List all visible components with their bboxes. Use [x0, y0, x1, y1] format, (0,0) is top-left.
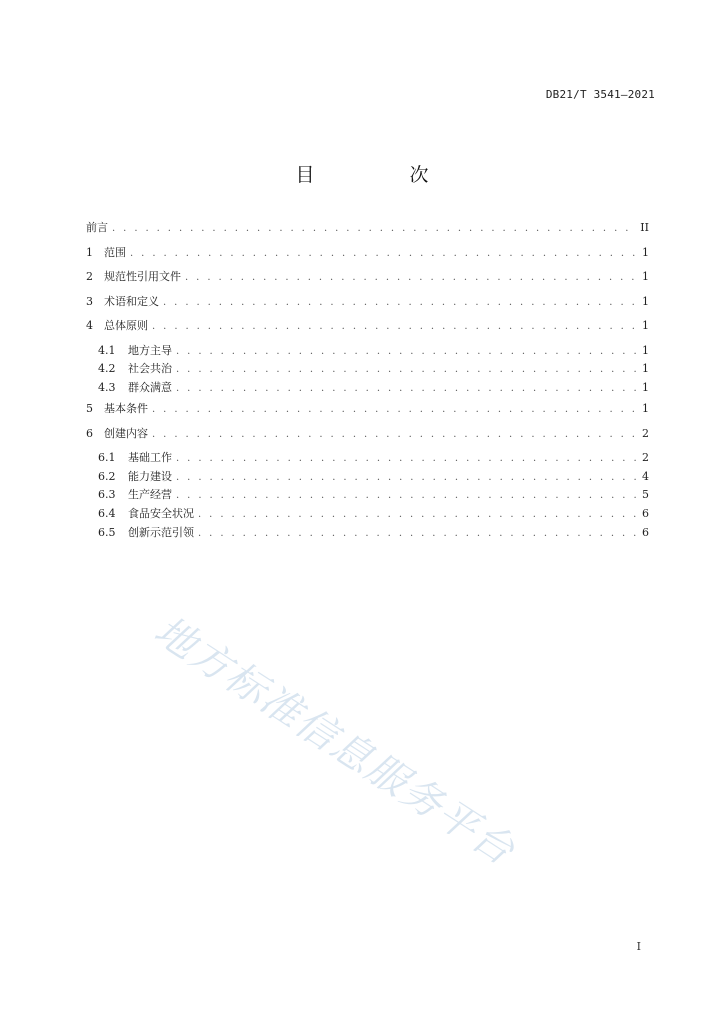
toc-entry-scope[interactable]	[86, 244, 649, 269]
toc-entry-number: 6.1	[98, 451, 116, 465]
toc-entry-number: 4.1	[98, 343, 116, 357]
toc-entry-page: 1	[642, 343, 649, 357]
dot-leader	[112, 223, 636, 234]
toc-entry-number: 6.2	[98, 469, 116, 483]
toc-entry-label: 生产经营	[128, 488, 172, 502]
toc-entry-page: 1	[642, 270, 649, 283]
toc-entry-number: 6.4	[98, 507, 116, 521]
toc-entry-4-1[interactable]	[86, 342, 649, 361]
toc-entry-page: 6	[642, 525, 649, 539]
toc-entry-page: 1	[642, 245, 649, 259]
toc-entry-page: II	[640, 221, 649, 234]
toc-entry-normative-references[interactable]	[86, 268, 649, 293]
toc-entry-label: 地方主导	[128, 343, 172, 357]
toc-entry-number: 5	[86, 402, 93, 416]
toc-entry-basic-conditions[interactable]	[86, 400, 649, 425]
toc-entry-number: 2	[86, 270, 93, 283]
toc-entry-page: 1	[642, 402, 649, 416]
document-code: DB21/T 3541—2021	[545, 88, 655, 101]
dot-leader	[130, 248, 638, 259]
toc-entry-page: 1	[642, 319, 649, 332]
dot-leader	[163, 297, 638, 308]
watermark-text: 地方标准信息服务平台	[146, 607, 524, 875]
table-of-contents	[86, 219, 649, 542]
toc-title: 目 次	[295, 164, 467, 186]
toc-entry-label: 规范性引用文件	[104, 270, 181, 283]
dot-leader	[176, 383, 638, 394]
toc-entry-label: 食品安全状况	[128, 507, 194, 521]
toc-entry-6-3[interactable]	[86, 486, 649, 505]
toc-entry-page: 2	[642, 426, 649, 440]
dot-leader	[185, 272, 638, 283]
toc-entry-4-3[interactable]	[86, 379, 649, 398]
toc-entry-label: 创建内容	[104, 426, 148, 440]
toc-entry-general-principles[interactable]	[86, 317, 649, 342]
toc-entry-foreword[interactable]	[86, 219, 649, 244]
toc-entry-6-4[interactable]	[86, 505, 649, 524]
dot-leader	[152, 429, 638, 440]
toc-entry-number: 4	[86, 319, 93, 332]
page-number: I	[636, 940, 641, 953]
dot-leader	[152, 321, 638, 332]
toc-entry-4-2[interactable]	[86, 360, 649, 379]
dot-leader	[198, 528, 638, 539]
toc-entry-label: 社会共治	[128, 362, 172, 376]
toc-entry-label: 创新示范引领	[128, 525, 194, 539]
toc-entry-page: 1	[642, 294, 649, 308]
toc-entry-label: 基本条件	[104, 402, 148, 416]
toc-entry-6-2[interactable]	[86, 468, 649, 487]
toc-entry-label: 术语和定义	[104, 294, 159, 308]
toc-entry-number: 1	[86, 245, 93, 259]
dot-leader	[176, 453, 638, 464]
toc-entry-page: 1	[642, 380, 649, 394]
toc-entry-6-1[interactable]	[86, 449, 649, 468]
dot-leader	[176, 364, 638, 375]
toc-entry-number: 4.2	[98, 362, 116, 376]
toc-entry-page: 6	[642, 507, 649, 521]
toc-entry-label: 基础工作	[128, 451, 172, 465]
dot-leader	[152, 404, 638, 415]
toc-entry-label: 能力建设	[128, 469, 172, 483]
toc-entry-number: 6.5	[98, 525, 116, 539]
toc-entry-number: 6.3	[98, 488, 116, 502]
dot-leader	[198, 509, 638, 520]
dot-leader	[176, 490, 638, 501]
toc-entry-page: 2	[642, 451, 649, 465]
toc-entry-label: 总体原则	[104, 319, 148, 332]
toc-entry-page: 5	[642, 488, 649, 502]
toc-entry-terms-definitions[interactable]	[86, 293, 649, 318]
toc-entry-creation-content[interactable]	[86, 425, 649, 450]
dot-leader	[176, 346, 638, 357]
toc-entry-page: 1	[642, 362, 649, 376]
toc-entry-6-5[interactable]	[86, 524, 649, 543]
toc-entry-label: 群众满意	[128, 380, 172, 394]
toc-entry-number: 6	[86, 426, 93, 440]
toc-entry-number: 3	[86, 294, 93, 308]
toc-entry-label: 前言	[86, 221, 108, 234]
toc-entry-number: 4.3	[98, 380, 116, 394]
dot-leader	[176, 472, 638, 483]
toc-entry-page: 4	[642, 469, 649, 483]
toc-entry-label: 范围	[104, 245, 126, 259]
